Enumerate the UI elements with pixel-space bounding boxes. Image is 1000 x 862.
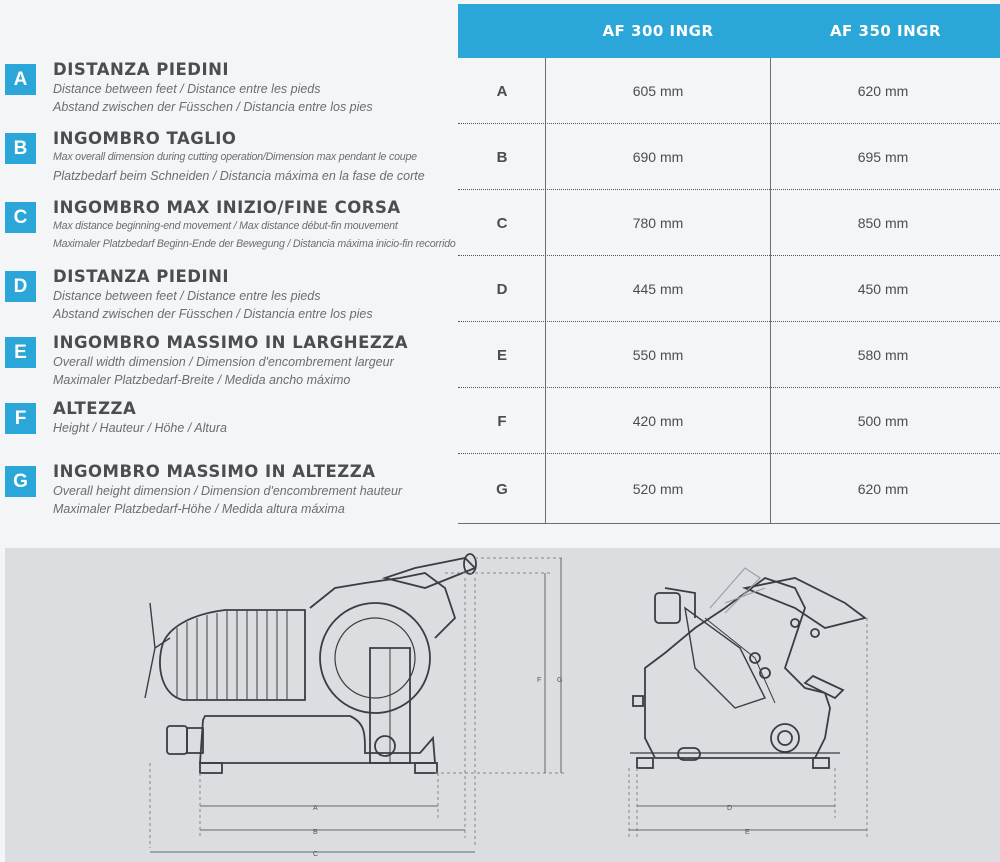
legend-title: INGOMBRO TAGLIO (53, 129, 237, 148)
letter-badge: A (5, 64, 36, 95)
table-row (458, 58, 1000, 124)
dim-label-a: A (313, 805, 318, 812)
row-letter: D (496, 280, 508, 298)
dim-label-d: D (727, 805, 733, 812)
table-header (458, 4, 1000, 58)
value-af350: 695 mm (857, 149, 909, 165)
dim-label-g: G (557, 677, 563, 684)
dim-label-b: B (313, 829, 318, 836)
column-header-af300: AF 300 INGR (602, 22, 714, 40)
dim-label-c: C (313, 851, 319, 858)
technical-drawing-panel (5, 548, 1000, 862)
table-row (458, 454, 1000, 524)
legend-desc: Overall width dimension / Dimension d'encombrement largeur (53, 355, 394, 369)
value-af300: 520 mm (632, 481, 684, 497)
row-letter: F (497, 412, 507, 430)
row-letter: B (496, 148, 508, 166)
table-row (458, 388, 1000, 454)
column-header-af350: AF 350 INGR (829, 22, 942, 40)
legend-title: INGOMBRO MASSIMO IN LARGHEZZA (53, 333, 409, 352)
legend-title: INGOMBRO MASSIMO IN ALTEZZA (53, 462, 376, 481)
letter-badge: B (5, 133, 36, 164)
dimension-legend (0, 0, 458, 530)
table-bottom-border (458, 523, 1000, 524)
table-row (458, 322, 1000, 388)
table-row (458, 190, 1000, 256)
value-af300: 420 mm (632, 413, 684, 429)
letter-badge: D (5, 271, 36, 302)
value-af300: 550 mm (632, 347, 684, 363)
value-af300: 780 mm (632, 215, 684, 231)
legend-desc: Height / Hauteur / Höhe / Altura (53, 421, 227, 435)
legend-title: DISTANZA PIEDINI (53, 267, 230, 286)
side-view-drawing (145, 554, 565, 858)
legend-desc: Distance between feet / Distance entre les pieds (53, 82, 321, 96)
value-af350: 580 mm (857, 347, 909, 363)
slicer-drawing (5, 548, 1000, 862)
legend-desc: Maximaler Platzbedarf Beginn-Ende der Bewegung / Distancia máxima inicio-fin recorrido (53, 238, 456, 250)
letter-badge: F (5, 403, 36, 434)
value-af300: 690 mm (632, 149, 684, 165)
table-row (458, 256, 1000, 322)
value-af350: 620 mm (857, 83, 909, 99)
legend-desc: Distance between feet / Distance entre les pieds (53, 289, 321, 303)
row-letter: A (496, 82, 508, 100)
letter-badge: E (5, 337, 36, 368)
legend-desc: Abstand zwischen der Füsschen / Distancia entre los pies (53, 307, 373, 321)
value-af350: 850 mm (857, 215, 909, 231)
legend-desc: Abstand zwischen der Füsschen / Distancia entre los pies (53, 100, 373, 114)
legend-title: INGOMBRO MAX INIZIO/FINE CORSA (53, 198, 401, 217)
dim-label-e: E (745, 829, 750, 836)
letter-badge: G (5, 466, 36, 497)
legend-desc: Max distance beginning-end movement / Max distance début-fin mouvement (53, 220, 398, 232)
legend-desc: Maximaler Platzbedarf-Höhe / Medida altura máxima (53, 502, 345, 516)
legend-title: DISTANZA PIEDINI (53, 60, 230, 79)
front-view-drawing (629, 568, 867, 838)
value-af350: 450 mm (857, 281, 909, 297)
legend-desc: Platzbedarf beim Schneiden / Distancia máxima en la fase de corte (53, 169, 425, 183)
value-af350: 620 mm (857, 481, 909, 497)
value-af300: 605 mm (632, 83, 684, 99)
letter-badge: C (5, 202, 36, 233)
dimensions-table (458, 4, 1000, 524)
legend-title: ALTEZZA (53, 399, 137, 418)
dim-label-f: F (537, 677, 542, 684)
value-af300: 445 mm (632, 281, 684, 297)
value-af350: 500 mm (857, 413, 909, 429)
row-letter: C (496, 214, 508, 232)
legend-desc: Max overall dimension during cutting operation/Dimension max pendant le coupe (53, 151, 417, 163)
row-letter: G (496, 480, 508, 498)
legend-desc: Maximaler Platzbedarf-Breite / Medida ancho máximo (53, 373, 351, 387)
legend-desc: Overall height dimension / Dimension d'encombrement hauteur (53, 484, 403, 498)
row-letter: E (496, 346, 507, 364)
table-row (458, 124, 1000, 190)
